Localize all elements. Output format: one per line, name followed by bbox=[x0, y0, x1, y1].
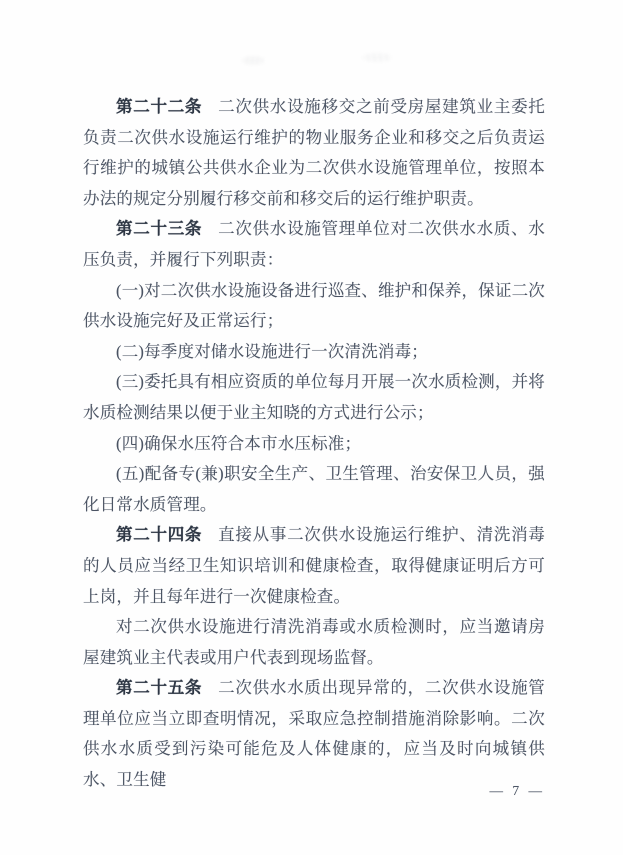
list-item-paragraph bbox=[83, 459, 545, 520]
paragraph-text: (五)配备专(兼)职安全生产、卫生管理、治安保卫人员，强化日常水质管理。 bbox=[83, 464, 545, 514]
article-number: 第二十三条 bbox=[116, 219, 203, 239]
body-paragraph bbox=[83, 612, 545, 673]
paragraph-text: 直接从事二次供水设施运行维护、清洗消毒的人员应当经卫生知识培训和健康检查，取得健康证明后方可上岗，并且每年进行一次健康检查。 bbox=[83, 525, 545, 606]
paragraph-text: (一)对二次供水设施设备进行巡查、维护和保养，保证二次供水设施完好及正常运行； bbox=[83, 280, 545, 331]
list-item-paragraph bbox=[83, 276, 545, 337]
paragraph-text: 二次供水设施管理单位对二次供水水质、水压负责，并履行下列职责： bbox=[83, 219, 545, 269]
list-item-paragraph bbox=[83, 367, 545, 428]
paragraph-text: 二次供水水质出现异常的，二次供水设施管理单位应当立即查明情况，采取应急控制措施消除影响。二次供水水质受到污染可能危及人体健康的，应当及时向城镇供水、卫生健 bbox=[83, 678, 545, 790]
article-paragraph bbox=[83, 520, 545, 612]
article-number: 第二十五条 bbox=[116, 678, 203, 698]
article-paragraph bbox=[83, 214, 545, 275]
page-number: — 7 — bbox=[489, 783, 545, 798]
paragraph-text: 二次供水设施移交之前受房屋建筑业主委托负责二次供水设施运行维护的物业服务企业和移交之后负责运行维护的城镇公共供水企业为二次供水设施管理单位，按照本办法的规定分别履行移交前和移交后的运行维护职责。 bbox=[83, 97, 545, 208]
list-item-paragraph bbox=[83, 429, 545, 460]
paragraph-text: 对二次供水设施进行清洗消毒或水质检测时，应当邀请房屋建筑业主代表或用户代表到现场监督。 bbox=[83, 617, 545, 667]
scan-smudge bbox=[362, 53, 392, 62]
paragraph-text: (三)委托具有相应资质的单位每月开展一次水质检测，并将水质检测结果以便于业主知晓的方式进行公示； bbox=[83, 372, 545, 422]
article-number: 第二十四条 bbox=[116, 525, 203, 545]
document-body bbox=[83, 92, 545, 796]
paragraph-text: (二)每季度对储水设施进行一次清洗消毒； bbox=[116, 341, 428, 361]
article-paragraph bbox=[83, 673, 545, 795]
list-item-paragraph bbox=[83, 337, 545, 368]
scan-smudge bbox=[242, 56, 264, 65]
article-paragraph bbox=[83, 92, 545, 214]
article-number: 第二十二条 bbox=[116, 97, 203, 116]
paragraph-text: (四)确保水压符合本市水压标准； bbox=[116, 433, 362, 453]
